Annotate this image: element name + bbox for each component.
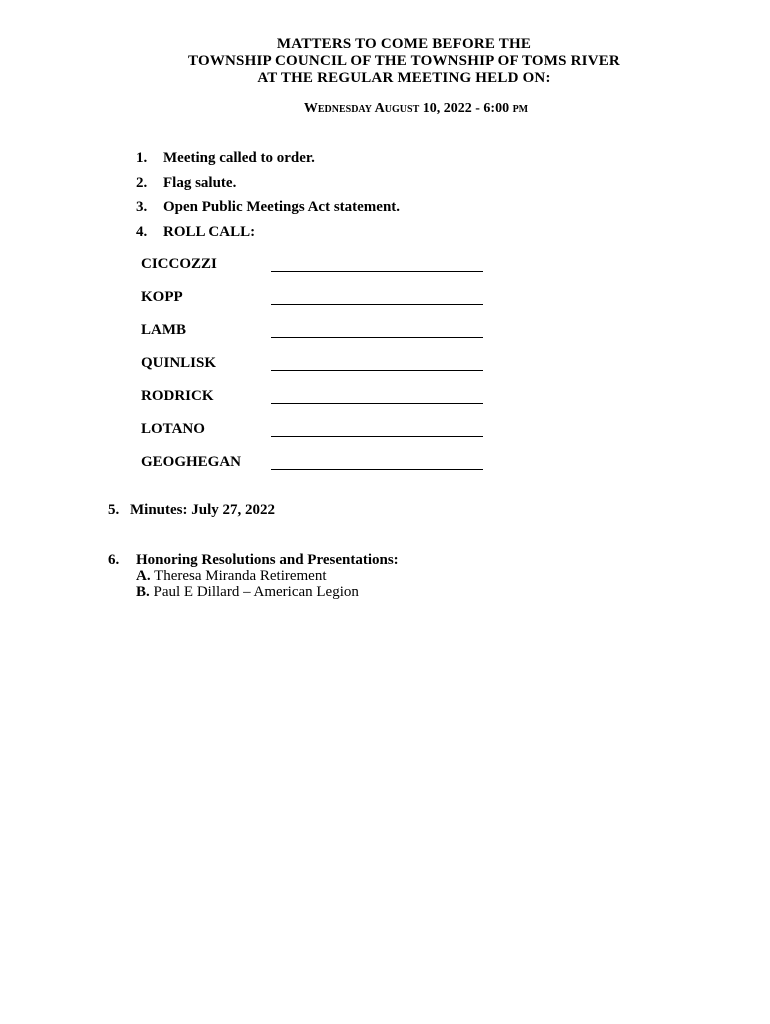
subitem-text: Theresa Miranda Retirement (154, 568, 327, 584)
honoring-heading: Honoring Resolutions and Presentations: (136, 552, 399, 568)
minutes-text: Minutes: July 27, 2022 (130, 502, 276, 518)
honoring-number: 6. (108, 552, 120, 568)
agenda-item (136, 150, 400, 175)
council-member-name: GEOGHEGAN (141, 454, 242, 470)
signature-line (271, 256, 483, 272)
agenda-item-number: 2. (136, 174, 148, 191)
signature-line (271, 322, 483, 338)
meeting-date: Wednesday August 10, 2022 - 6:00 pm (303, 101, 529, 116)
header-line-1: MATTERS TO COME BEFORE THE (276, 36, 532, 52)
signature-line (271, 355, 483, 371)
subitem-text: Paul E Dillard – American Legion (153, 584, 359, 600)
roll-call-row (141, 355, 483, 388)
agenda-item-text: ROLL CALL: (163, 223, 256, 240)
agenda-item-number: 3. (136, 199, 148, 215)
agenda-item-text: Flag salute. (163, 174, 237, 191)
council-member-name: LOTANO (141, 421, 205, 437)
agenda-item (136, 175, 400, 200)
honoring-section (108, 552, 399, 600)
agenda-item-text: Open Public Meetings Act statement. (163, 199, 401, 215)
header-line-2: TOWNSHIP COUNCIL OF THE TOWNSHIP OF TOMS RIVER (188, 53, 620, 69)
signature-line (271, 454, 483, 470)
roll-call-row (141, 454, 483, 487)
roll-call-row (141, 388, 483, 421)
council-member-name: KOPP (141, 289, 183, 305)
agenda-header (0, 36, 770, 87)
agenda-list (136, 150, 400, 248)
honoring-subitem (108, 584, 399, 600)
agenda-item-text: Meeting called to order. (163, 150, 315, 166)
subitem-letter: B. (136, 584, 150, 600)
roll-call-row (141, 421, 483, 454)
agenda-item-number: 4. (136, 223, 148, 240)
minutes-number: 5. (108, 502, 120, 518)
honoring-heading-row (108, 552, 399, 568)
agenda-item-number: 1. (136, 150, 148, 166)
roll-call-row (141, 256, 483, 289)
council-member-name: CICCOZZI (141, 256, 217, 272)
council-member-name: QUINLISK (141, 355, 217, 371)
roll-call-row (141, 322, 483, 355)
signature-line (271, 289, 483, 305)
roll-call-row (141, 289, 483, 322)
roll-call-list (141, 256, 483, 487)
council-member-name: LAMB (141, 322, 186, 338)
council-member-name: RODRICK (141, 388, 214, 404)
signature-line (271, 388, 483, 404)
signature-line (271, 421, 483, 437)
subitem-letter: A. (136, 568, 151, 584)
minutes-item (108, 502, 275, 519)
agenda-item (136, 199, 400, 224)
agenda-item (136, 224, 400, 249)
header-line-3: AT THE REGULAR MEETING HELD ON: (257, 70, 551, 86)
honoring-subitem (108, 568, 399, 584)
